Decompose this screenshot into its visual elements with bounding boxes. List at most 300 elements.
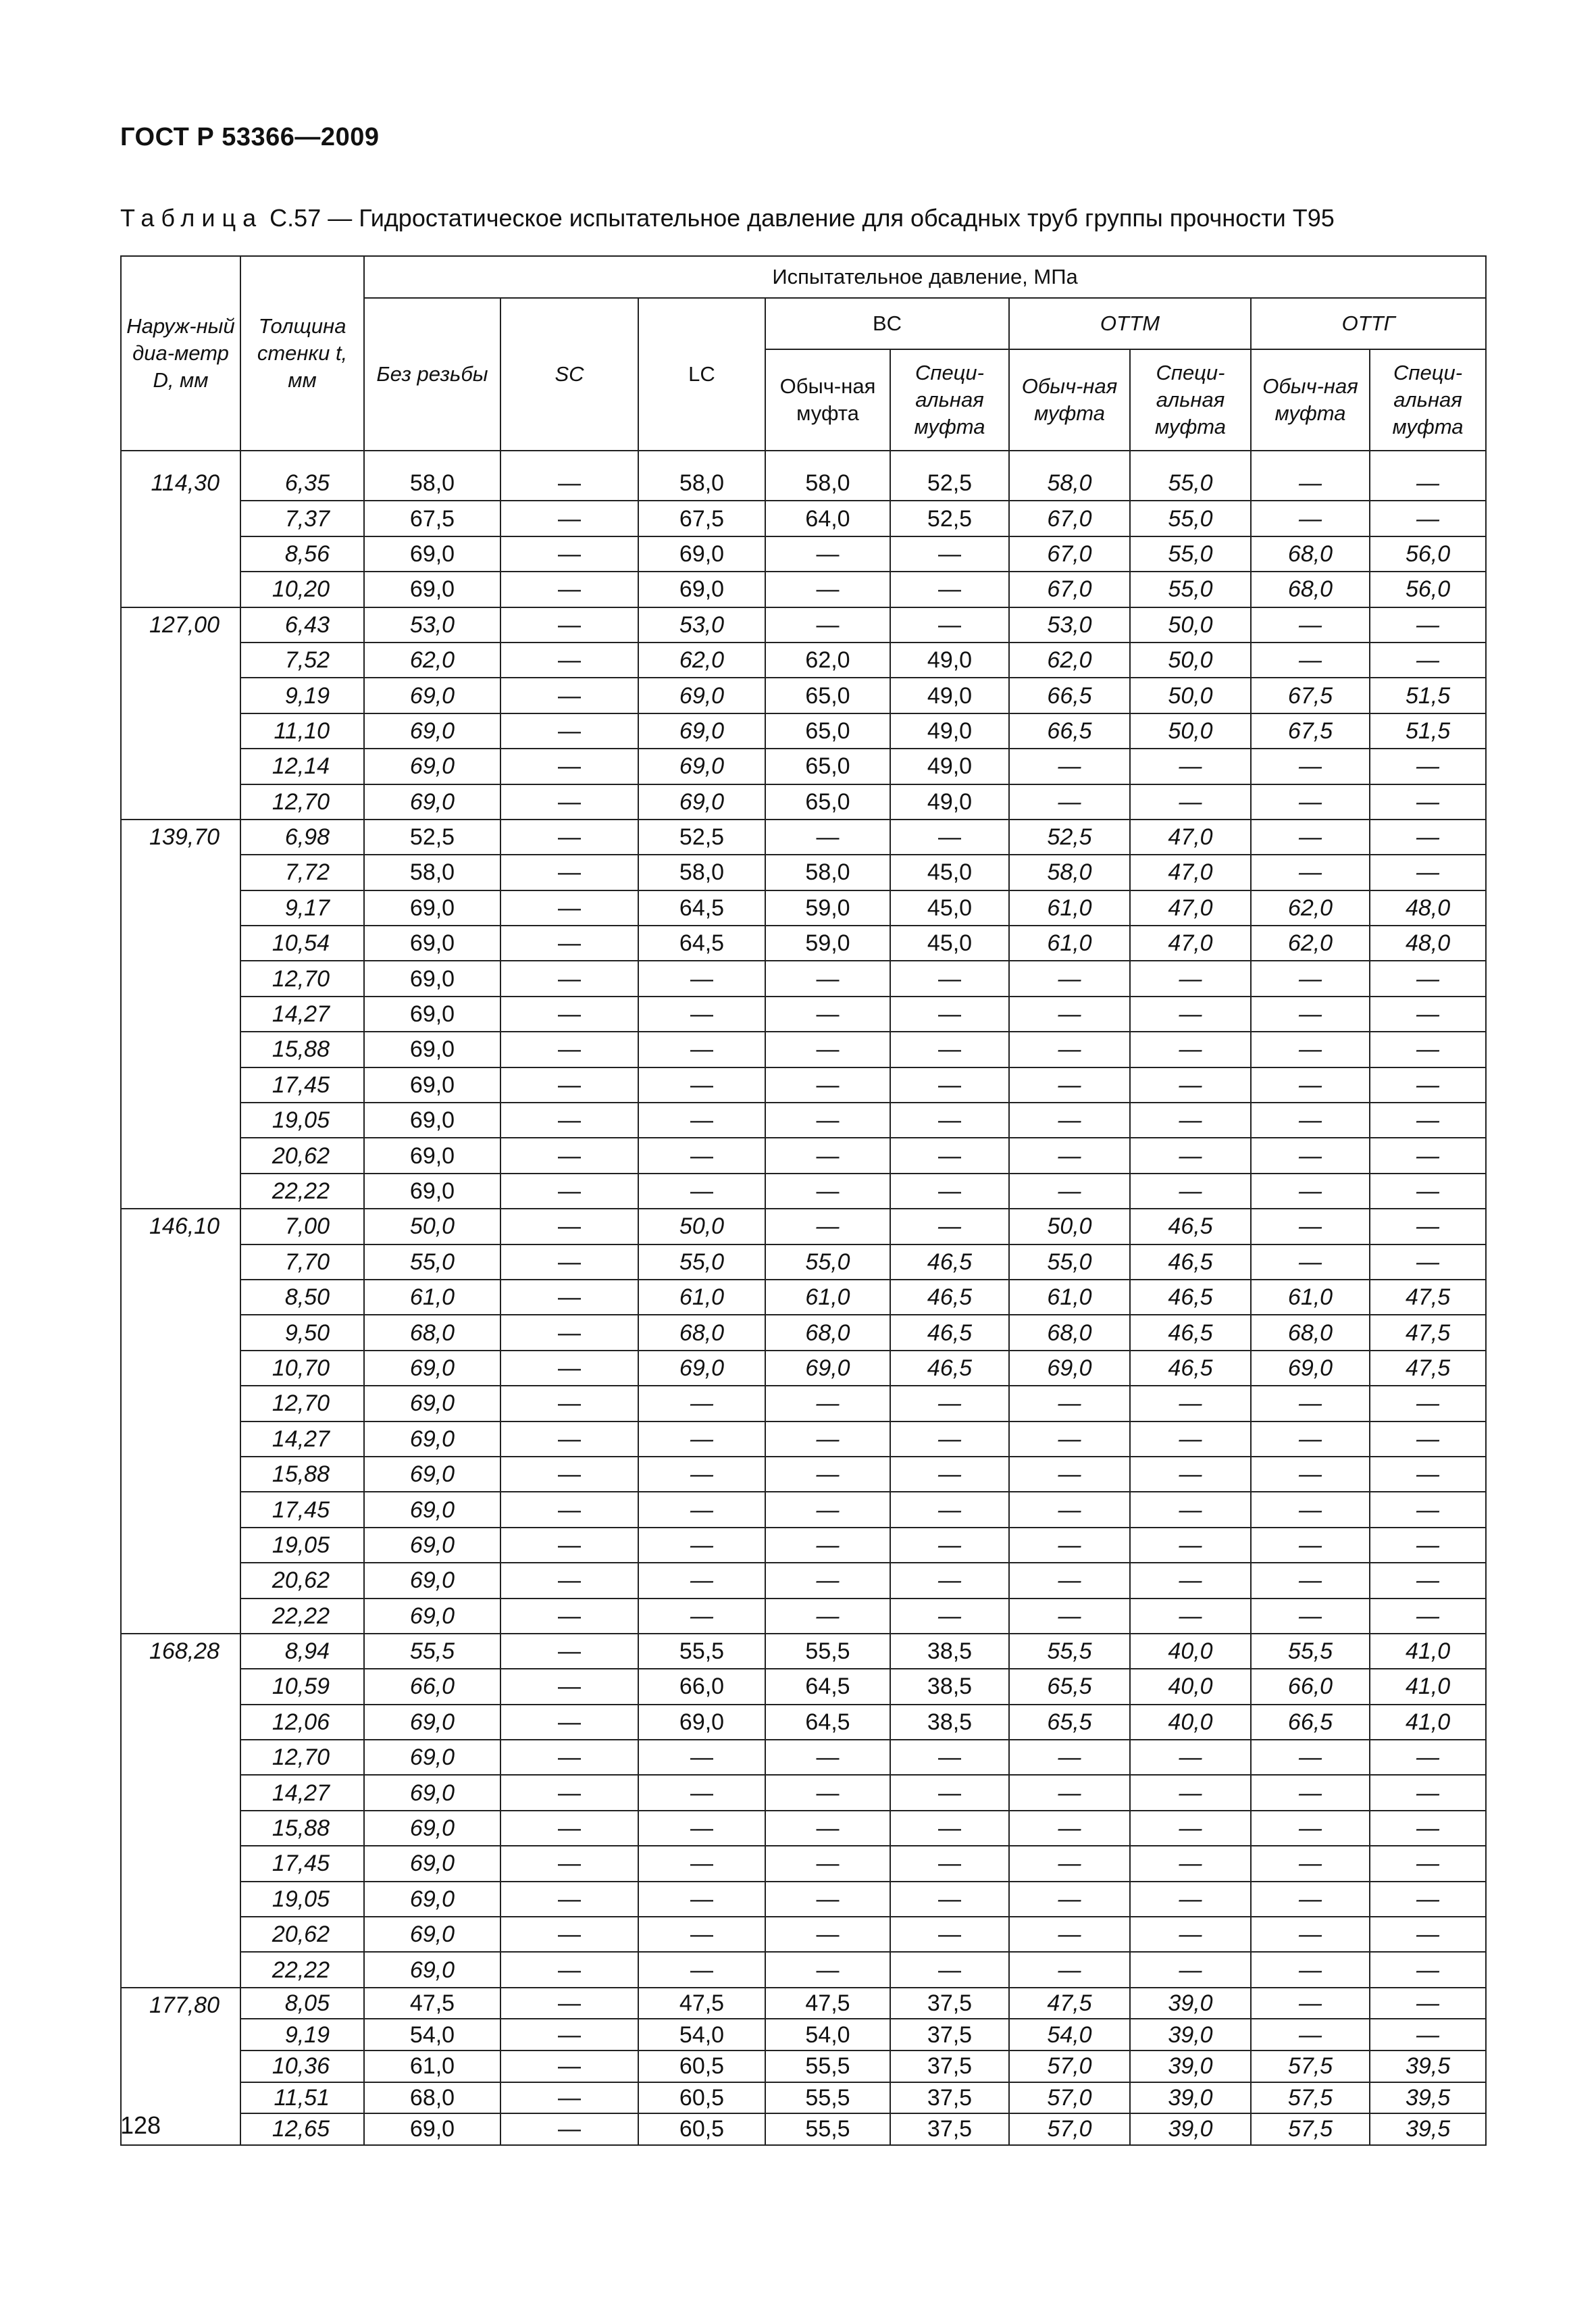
cell-ottg-special: 39,5 — [1370, 2051, 1486, 2082]
cell-ottg-special: — — [1370, 1492, 1486, 1527]
cell-ottm-regular: — — [1009, 1386, 1130, 1421]
cell-bc-special: — — [890, 1422, 1009, 1457]
cell-sc: — — [500, 1244, 638, 1280]
cell-plain-end: 69,0 — [364, 1563, 500, 1598]
table-row — [121, 607, 1486, 643]
cell-ottm-special: 55,0 — [1130, 501, 1251, 536]
table-row — [121, 1422, 1486, 1457]
cell-bc-special: 49,0 — [890, 643, 1009, 678]
cell-ottg-regular: — — [1251, 1599, 1370, 1634]
cell-lc: — — [638, 1811, 765, 1846]
cell-ottm-regular: — — [1009, 749, 1130, 784]
cell-ottm-regular: — — [1009, 1952, 1130, 1987]
cell-ottg-regular: 66,0 — [1251, 1669, 1370, 1704]
cell-sc: — — [500, 1209, 638, 1244]
cell-bc-regular: 47,5 — [765, 1988, 890, 2019]
cell-lc: — — [638, 1457, 765, 1492]
cell-ottg-special: 41,0 — [1370, 1634, 1486, 1669]
cell-ottg-regular: 67,5 — [1251, 713, 1370, 749]
cell-plain-end: 69,0 — [364, 961, 500, 996]
cell-sc: — — [500, 926, 638, 961]
table-row — [121, 784, 1486, 820]
cell-lc: 69,0 — [638, 678, 765, 713]
cell-lc: 60,5 — [638, 2113, 765, 2145]
caption-label: Таблица — [120, 204, 263, 232]
cell-bc-regular: — — [765, 1174, 890, 1209]
table-row — [121, 2019, 1486, 2051]
cell-ottg-regular: — — [1251, 1952, 1370, 1987]
cell-ottg-special: — — [1370, 1386, 1486, 1421]
cell-wall-thickness: 22,22 — [240, 1952, 364, 1987]
cell-sc: — — [500, 1386, 638, 1421]
cell-ottg-special: — — [1370, 749, 1486, 784]
cell-bc-regular: — — [765, 1138, 890, 1173]
cell-sc: — — [500, 1492, 638, 1527]
cell-bc-regular: 65,0 — [765, 678, 890, 713]
cell-bc-special: — — [890, 1492, 1009, 1527]
header-ottm: ОТТМ — [1009, 298, 1251, 349]
cell-ottm-regular: — — [1009, 1528, 1130, 1563]
cell-ottg-special: 41,0 — [1370, 1669, 1486, 1704]
cell-bc-regular: 68,0 — [765, 1315, 890, 1350]
cell-lc: — — [638, 1740, 765, 1775]
cell-bc-special: 38,5 — [890, 1705, 1009, 1740]
cell-outer-diameter: 168,28 — [121, 1634, 240, 1988]
cell-plain-end: 69,0 — [364, 1067, 500, 1103]
cell-bc-regular: 64,5 — [765, 1705, 890, 1740]
cell-lc: — — [638, 1138, 765, 1173]
cell-plain-end: 69,0 — [364, 1492, 500, 1527]
cell-wall-thickness: 15,88 — [240, 1032, 364, 1067]
cell-plain-end: 69,0 — [364, 1032, 500, 1067]
cell-plain-end: 69,0 — [364, 784, 500, 820]
cell-bc-special: 37,5 — [890, 1988, 1009, 2019]
cell-plain-end: 69,0 — [364, 926, 500, 961]
cell-sc: — — [500, 1138, 638, 1173]
cell-ottg-special: — — [1370, 1174, 1486, 1209]
cell-ottg-regular: — — [1251, 501, 1370, 536]
cell-ottg-special: — — [1370, 1422, 1486, 1457]
cell-bc-regular: 62,0 — [765, 643, 890, 678]
cell-ottg-regular: — — [1251, 820, 1370, 855]
cell-wall-thickness: 19,05 — [240, 1528, 364, 1563]
cell-bc-regular: — — [765, 607, 890, 643]
cell-plain-end: 69,0 — [364, 1103, 500, 1138]
document-id: ГОСТ Р 53366—2009 — [120, 123, 380, 151]
cell-ottm-special: 47,0 — [1130, 820, 1251, 855]
cell-ottm-special: — — [1130, 749, 1251, 784]
cell-lc: — — [638, 1952, 765, 1987]
table-row — [121, 2082, 1486, 2114]
cell-bc-special: 52,5 — [890, 466, 1009, 501]
cell-wall-thickness: 20,62 — [240, 1138, 364, 1173]
table-row — [121, 926, 1486, 961]
cell-ottg-regular: — — [1251, 997, 1370, 1032]
cell-bc-special: 46,5 — [890, 1244, 1009, 1280]
cell-ottg-special: 41,0 — [1370, 1705, 1486, 1740]
table-row — [121, 1599, 1486, 1634]
cell-ottg-regular: — — [1251, 1067, 1370, 1103]
cell-ottg-regular: — — [1251, 749, 1370, 784]
cell-plain-end: 69,0 — [364, 1740, 500, 1775]
cell-ottm-regular: 65,5 — [1009, 1705, 1130, 1740]
cell-ottg-regular: 57,5 — [1251, 2051, 1370, 2082]
cell-bc-special: — — [890, 607, 1009, 643]
cell-ottm-special: 50,0 — [1130, 678, 1251, 713]
cell-wall-thickness: 14,27 — [240, 1422, 364, 1457]
cell-bc-special: — — [890, 1386, 1009, 1421]
cell-plain-end: 54,0 — [364, 2019, 500, 2051]
cell-bc-special: 52,5 — [890, 501, 1009, 536]
cell-ottg-special: 51,5 — [1370, 713, 1486, 749]
cell-ottg-special: 47,5 — [1370, 1315, 1486, 1350]
cell-sc: — — [500, 1775, 638, 1810]
table-row — [121, 749, 1486, 784]
cell-lc: 69,0 — [638, 1705, 765, 1740]
cell-lc: — — [638, 1917, 765, 1952]
cell-wall-thickness: 17,45 — [240, 1067, 364, 1103]
cell-sc: — — [500, 1705, 638, 1740]
cell-sc: — — [500, 1740, 638, 1775]
cell-ottg-regular: — — [1251, 1103, 1370, 1138]
table-row — [121, 1138, 1486, 1173]
cell-ottg-regular: — — [1251, 1917, 1370, 1952]
cell-bc-special: 49,0 — [890, 749, 1009, 784]
cell-sc: — — [500, 1067, 638, 1103]
cell-ottg-regular: — — [1251, 1988, 1370, 2019]
cell-outer-diameter: 177,80 — [121, 1988, 240, 2145]
cell-bc-regular: — — [765, 1422, 890, 1457]
cell-sc: — — [500, 1103, 638, 1138]
cell-plain-end: 69,0 — [364, 1528, 500, 1563]
cell-ottm-special: — — [1130, 1067, 1251, 1103]
cell-bc-regular: — — [765, 1492, 890, 1527]
cell-wall-thickness: 12,70 — [240, 784, 364, 820]
cell-ottg-regular: 68,0 — [1251, 572, 1370, 607]
cell-ottg-special: — — [1370, 1209, 1486, 1244]
cell-wall-thickness: 12,14 — [240, 749, 364, 784]
cell-plain-end: 69,0 — [364, 1351, 500, 1386]
cell-bc-regular: — — [765, 1386, 890, 1421]
cell-bc-regular: 65,0 — [765, 749, 890, 784]
cell-ottm-regular: — — [1009, 1174, 1130, 1209]
cell-ottg-special: — — [1370, 1811, 1486, 1846]
cell-lc: — — [638, 1492, 765, 1527]
cell-lc: 68,0 — [638, 1315, 765, 1350]
cell-wall-thickness: 6,35 — [240, 466, 364, 501]
cell-bc-special: — — [890, 1846, 1009, 1881]
cell-plain-end: 66,0 — [364, 1669, 500, 1704]
cell-sc: — — [500, 855, 638, 890]
header-sc: SC — [500, 298, 638, 451]
cell-sc: — — [500, 572, 638, 607]
table-row — [121, 997, 1486, 1032]
cell-ottm-special: 40,0 — [1130, 1669, 1251, 1704]
cell-bc-special: — — [890, 1528, 1009, 1563]
header-bc-special: Специ-альная муфта — [890, 349, 1009, 451]
cell-bc-special: — — [890, 1917, 1009, 1952]
cell-bc-special: 45,0 — [890, 890, 1009, 926]
cell-ottg-regular: — — [1251, 466, 1370, 501]
cell-wall-thickness: 15,88 — [240, 1811, 364, 1846]
cell-lc: 58,0 — [638, 466, 765, 501]
cell-ottm-regular: 66,5 — [1009, 713, 1130, 749]
cell-ottg-regular: — — [1251, 1174, 1370, 1209]
cell-bc-special: 45,0 — [890, 926, 1009, 961]
cell-ottm-regular: 53,0 — [1009, 607, 1130, 643]
cell-ottg-regular: 61,0 — [1251, 1280, 1370, 1315]
cell-ottm-special: — — [1130, 997, 1251, 1032]
cell-ottg-special: — — [1370, 501, 1486, 536]
cell-lc: 69,0 — [638, 749, 765, 784]
cell-sc: — — [500, 1032, 638, 1067]
cell-sc: — — [500, 1952, 638, 1987]
cell-lc: 53,0 — [638, 607, 765, 643]
cell-ottm-special: — — [1130, 1563, 1251, 1598]
cell-plain-end: 69,0 — [364, 1599, 500, 1634]
cell-ottm-regular: 52,5 — [1009, 820, 1130, 855]
cell-wall-thickness: 8,94 — [240, 1634, 364, 1669]
cell-bc-regular: — — [765, 1457, 890, 1492]
cell-ottm-special: 46,5 — [1130, 1209, 1251, 1244]
cell-ottg-regular: 62,0 — [1251, 890, 1370, 926]
cell-ottm-regular: — — [1009, 1811, 1130, 1846]
cell-bc-regular: — — [765, 1846, 890, 1881]
cell-wall-thickness: 9,50 — [240, 1315, 364, 1350]
header-plain-end: Без резьбы — [364, 298, 500, 451]
cell-lc: 55,5 — [638, 1634, 765, 1669]
cell-ottm-special: — — [1130, 1811, 1251, 1846]
cell-sc: — — [500, 1988, 638, 2019]
cell-ottm-special: — — [1130, 1846, 1251, 1881]
table-row — [121, 1386, 1486, 1421]
cell-ottg-regular: — — [1251, 643, 1370, 678]
table-row — [121, 1209, 1486, 1244]
cell-sc: — — [500, 961, 638, 996]
cell-ottm-special: — — [1130, 1740, 1251, 1775]
header-ottg-special: Специ-альная муфта — [1370, 349, 1486, 451]
cell-ottm-special: 39,0 — [1130, 2113, 1251, 2145]
cell-ottg-special: — — [1370, 643, 1486, 678]
cell-ottm-regular: 57,0 — [1009, 2082, 1130, 2114]
table-row — [121, 1103, 1486, 1138]
cell-sc: — — [500, 1457, 638, 1492]
cell-bc-special: — — [890, 961, 1009, 996]
cell-bc-regular: — — [765, 1811, 890, 1846]
cell-lc: 60,5 — [638, 2051, 765, 2082]
cell-bc-special: — — [890, 1952, 1009, 1987]
cell-bc-regular: — — [765, 1032, 890, 1067]
cell-ottg-regular: 57,5 — [1251, 2082, 1370, 2114]
cell-ottm-special: — — [1130, 1138, 1251, 1173]
cell-ottm-special: 39,0 — [1130, 2051, 1251, 2082]
cell-ottm-special: 50,0 — [1130, 643, 1251, 678]
table-row — [121, 1351, 1486, 1386]
cell-lc: — — [638, 1846, 765, 1881]
cell-ottg-regular: — — [1251, 1386, 1370, 1421]
cell-ottg-regular: — — [1251, 1457, 1370, 1492]
cell-bc-special: 45,0 — [890, 855, 1009, 890]
cell-plain-end: 69,0 — [364, 1386, 500, 1421]
header-bc: BC — [765, 298, 1009, 349]
cell-ottg-special: — — [1370, 961, 1486, 996]
cell-ottm-special: 50,0 — [1130, 607, 1251, 643]
cell-bc-regular: — — [765, 536, 890, 572]
cell-bc-special: 46,5 — [890, 1351, 1009, 1386]
cell-wall-thickness: 12,65 — [240, 2113, 364, 2145]
cell-ottm-regular: 57,0 — [1009, 2051, 1130, 2082]
cell-wall-thickness: 17,45 — [240, 1492, 364, 1527]
cell-ottg-special: — — [1370, 820, 1486, 855]
cell-wall-thickness: 8,05 — [240, 1988, 364, 2019]
cell-wall-thickness: 22,22 — [240, 1174, 364, 1209]
cell-ottg-special: — — [1370, 1103, 1486, 1138]
cell-plain-end: 69,0 — [364, 1705, 500, 1740]
cell-lc: 64,5 — [638, 890, 765, 926]
cell-bc-regular: — — [765, 1209, 890, 1244]
cell-bc-regular: 64,5 — [765, 1669, 890, 1704]
cell-lc: 67,5 — [638, 501, 765, 536]
cell-bc-special: — — [890, 1599, 1009, 1634]
cell-ottg-regular: 67,5 — [1251, 678, 1370, 713]
cell-wall-thickness: 12,70 — [240, 1386, 364, 1421]
cell-ottm-regular: — — [1009, 961, 1130, 996]
cell-ottm-regular: — — [1009, 1563, 1130, 1598]
cell-plain-end: 67,5 — [364, 501, 500, 536]
cell-plain-end: 55,0 — [364, 1244, 500, 1280]
cell-ottg-special: — — [1370, 1988, 1486, 2019]
cell-bc-special: — — [890, 1067, 1009, 1103]
cell-bc-special: 49,0 — [890, 678, 1009, 713]
table-row — [121, 1882, 1486, 1917]
cell-wall-thickness: 8,56 — [240, 536, 364, 572]
cell-wall-thickness: 11,10 — [240, 713, 364, 749]
cell-bc-regular: 55,5 — [765, 2082, 890, 2114]
header-ottm-regular: Обыч-ная муфта — [1009, 349, 1130, 451]
cell-bc-special: 37,5 — [890, 2113, 1009, 2145]
cell-sc: — — [500, 1917, 638, 1952]
cell-ottg-regular: 69,0 — [1251, 1351, 1370, 1386]
cell-ottg-regular: — — [1251, 1775, 1370, 1810]
cell-sc: — — [500, 1669, 638, 1704]
table-header — [121, 256, 1486, 451]
table-row — [121, 466, 1486, 501]
cell-bc-regular: 55,0 — [765, 1244, 890, 1280]
cell-ottg-special: 48,0 — [1370, 926, 1486, 961]
cell-ottg-special: — — [1370, 1775, 1486, 1810]
cell-ottg-regular: — — [1251, 1563, 1370, 1598]
cell-ottm-regular: — — [1009, 1846, 1130, 1881]
table-body — [121, 451, 1486, 2145]
cell-ottg-regular: — — [1251, 2019, 1370, 2051]
cell-bc-special: — — [890, 1103, 1009, 1138]
cell-ottm-special: — — [1130, 1386, 1251, 1421]
cell-ottm-regular: — — [1009, 1422, 1130, 1457]
caption-text: C.57 — Гидростатическое испытательное давление для обсадных труб группы прочности T95 — [269, 204, 1335, 232]
cell-wall-thickness: 20,62 — [240, 1563, 364, 1598]
cell-ottg-regular: — — [1251, 1528, 1370, 1563]
cell-ottg-regular: 57,5 — [1251, 2113, 1370, 2145]
cell-sc: — — [500, 1563, 638, 1598]
cell-wall-thickness: 14,27 — [240, 997, 364, 1032]
cell-ottg-special: 47,5 — [1370, 1351, 1486, 1386]
cell-ottg-special: — — [1370, 1740, 1486, 1775]
header-lc: LC — [638, 298, 765, 451]
cell-bc-regular: 55,5 — [765, 2051, 890, 2082]
table-row — [121, 1067, 1486, 1103]
cell-bc-special: — — [890, 1740, 1009, 1775]
cell-ottm-regular: 55,5 — [1009, 1634, 1130, 1669]
cell-lc: — — [638, 961, 765, 996]
table-row — [121, 1811, 1486, 1846]
table-row — [121, 1457, 1486, 1492]
cell-ottg-special: — — [1370, 855, 1486, 890]
cell-bc-special: — — [890, 997, 1009, 1032]
pressure-table — [120, 255, 1487, 2146]
cell-ottg-regular: — — [1251, 1032, 1370, 1067]
cell-sc: — — [500, 784, 638, 820]
cell-ottm-regular: — — [1009, 1492, 1130, 1527]
cell-bc-special: 38,5 — [890, 1634, 1009, 1669]
cell-ottm-special: — — [1130, 1174, 1251, 1209]
cell-ottg-special: — — [1370, 1528, 1486, 1563]
cell-sc: — — [500, 2019, 638, 2051]
table-row — [121, 1032, 1486, 1067]
cell-bc-special: — — [890, 820, 1009, 855]
cell-ottm-regular: 68,0 — [1009, 1315, 1130, 1350]
cell-ottg-regular: — — [1251, 1492, 1370, 1527]
cell-ottm-regular: — — [1009, 1457, 1130, 1492]
cell-ottm-special: 47,0 — [1130, 926, 1251, 961]
cell-bc-regular: — — [765, 572, 890, 607]
cell-ottm-special: 55,0 — [1130, 572, 1251, 607]
cell-ottm-special: — — [1130, 1952, 1251, 1987]
cell-wall-thickness: 10,36 — [240, 2051, 364, 2082]
cell-ottm-regular: — — [1009, 1917, 1130, 1952]
cell-sc: — — [500, 1811, 638, 1846]
cell-plain-end: 68,0 — [364, 2082, 500, 2114]
table-row — [121, 678, 1486, 713]
cell-bc-regular: — — [765, 1103, 890, 1138]
cell-plain-end: 69,0 — [364, 749, 500, 784]
cell-sc: — — [500, 607, 638, 643]
cell-bc-special: — — [890, 1457, 1009, 1492]
cell-sc: — — [500, 890, 638, 926]
cell-bc-regular: 61,0 — [765, 1280, 890, 1315]
cell-ottm-regular: 65,5 — [1009, 1669, 1130, 1704]
cell-bc-regular: — — [765, 1952, 890, 1987]
cell-ottg-special: — — [1370, 1952, 1486, 1987]
cell-ottm-regular: — — [1009, 1032, 1130, 1067]
cell-bc-special: — — [890, 536, 1009, 572]
cell-wall-thickness: 22,22 — [240, 1599, 364, 1634]
cell-lc: 64,5 — [638, 926, 765, 961]
cell-plain-end: 69,0 — [364, 1174, 500, 1209]
cell-lc: 69,0 — [638, 536, 765, 572]
cell-ottm-regular: — — [1009, 1740, 1130, 1775]
cell-ottg-regular: — — [1251, 607, 1370, 643]
cell-ottg-regular: — — [1251, 1209, 1370, 1244]
cell-ottg-regular: 68,0 — [1251, 536, 1370, 572]
cell-bc-special: — — [890, 1811, 1009, 1846]
cell-plain-end: 47,5 — [364, 1988, 500, 2019]
cell-ottg-special: 51,5 — [1370, 678, 1486, 713]
cell-plain-end: 58,0 — [364, 855, 500, 890]
cell-sc: — — [500, 749, 638, 784]
cell-wall-thickness: 7,70 — [240, 1244, 364, 1280]
cell-ottm-special: — — [1130, 1032, 1251, 1067]
cell-bc-regular: — — [765, 820, 890, 855]
